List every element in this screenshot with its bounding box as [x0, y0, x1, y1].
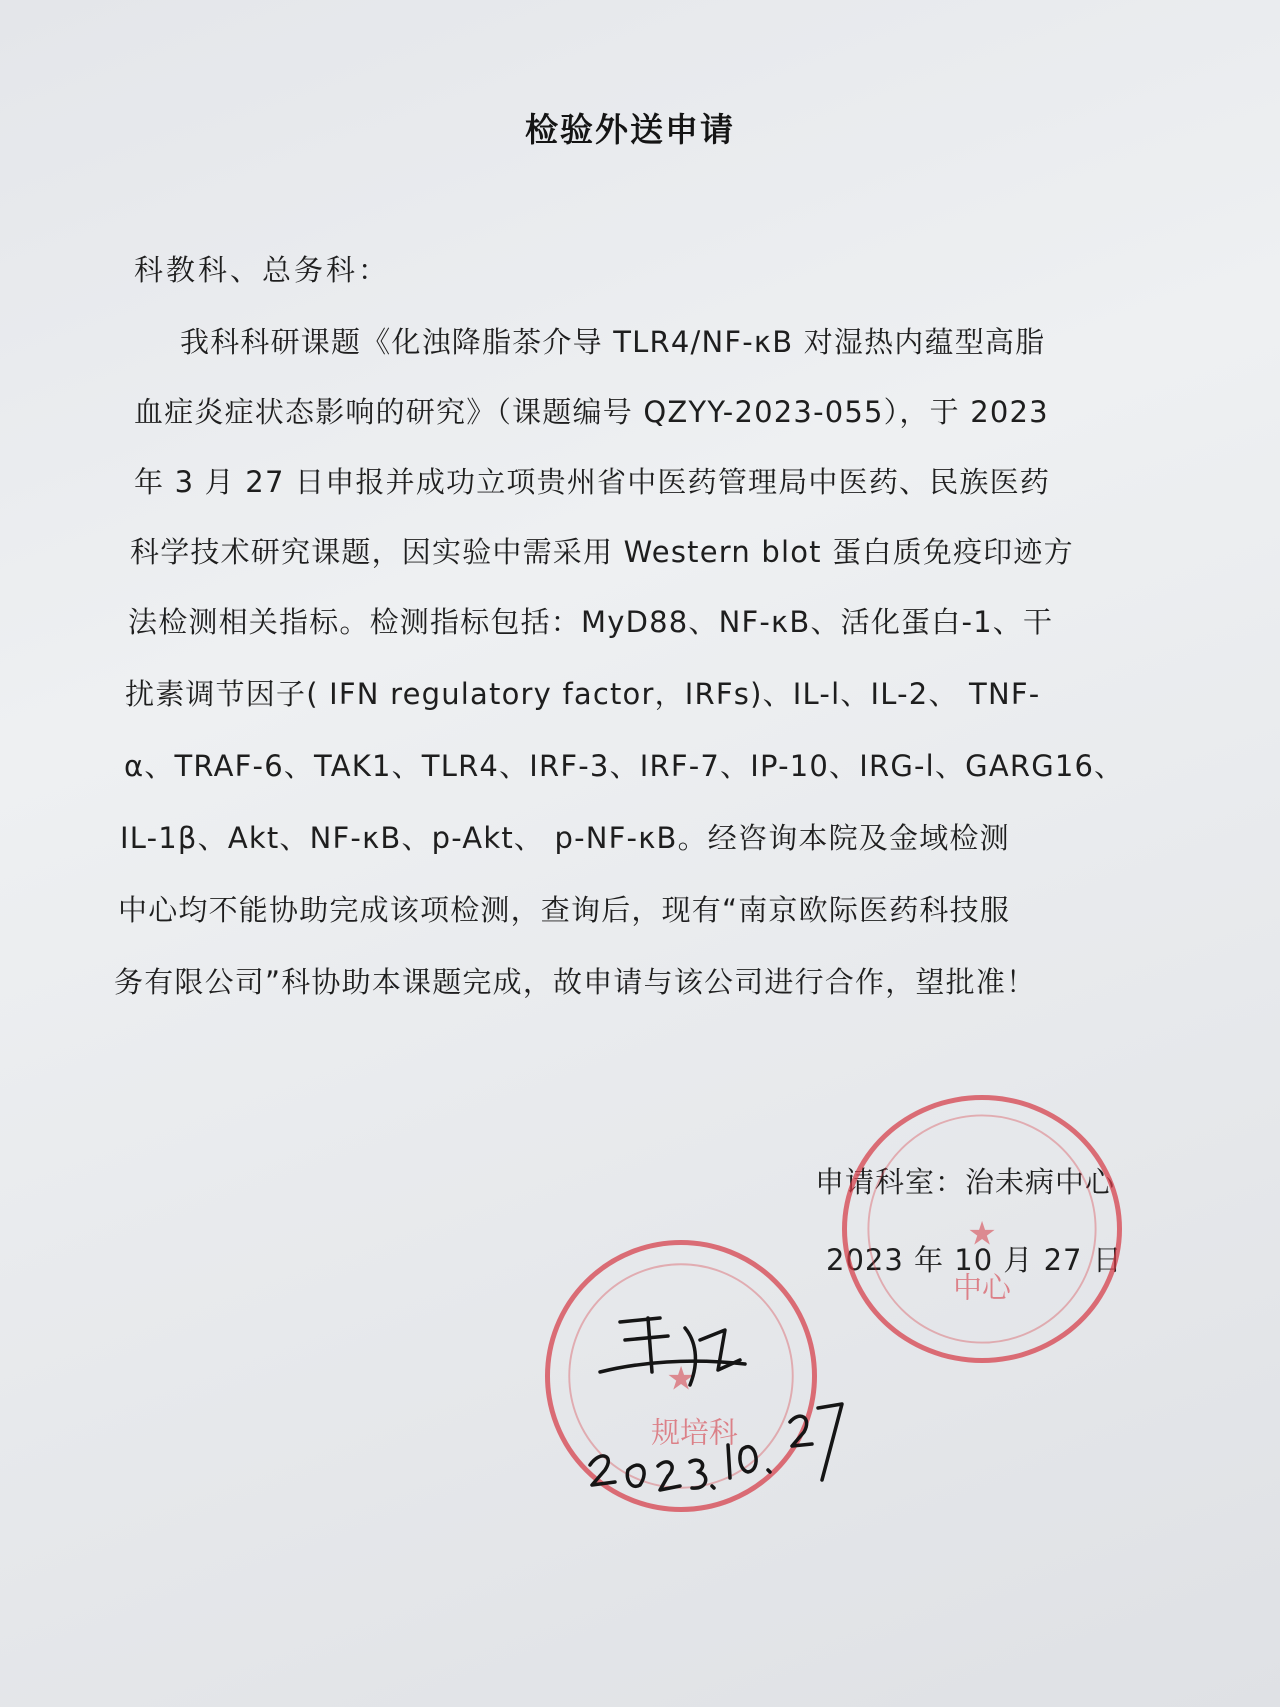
department-seal-stamp	[842, 1095, 1122, 1363]
svg-text:★: ★	[666, 1359, 696, 1398]
department-seal-graphic	[847, 1100, 1117, 1358]
body-line-6: 扰素调节因子( IFN regulatory factor，IRFs)、IL-l、IL-2、 TNF-	[125, 677, 1041, 711]
training-section-seal-stamp	[545, 1240, 817, 1512]
training-section-seal-graphic	[550, 1245, 812, 1507]
svg-text:规培科: 规培科	[651, 1415, 738, 1450]
body-line-4: 科学技术研究课题，因实验中需采用 Western blot 蛋白质免疫印迹方	[130, 535, 1074, 569]
svg-text:★: ★	[967, 1214, 997, 1253]
body-line-1: 我科科研课题《化浊降脂茶介导 TLR4/NF-κB 对湿热内蕴型高脂	[180, 325, 1046, 359]
body-line-8: IL-1β、Akt、NF-κB、p-Akt、 p-NF-κB。经咨询本院及金域检测	[120, 821, 1010, 855]
document-title: 检验外送申请	[525, 110, 735, 149]
body-line-10: 务有限公司”科协助本课题完成，故申请与该公司进行合作，望批准！	[114, 965, 1037, 999]
applicant-department: 申请科室：治未病中心	[815, 1165, 1116, 1199]
salutation: 科教科、总务科：	[134, 253, 391, 287]
body-line-5: 法检测相关指标。检测指标包括：MyD88、NF-κB、活化蛋白-1、干	[128, 605, 1054, 639]
body-line-2: 血症炎症状态影响的研究》（课题编号 QZYY-2023-055），于 2023	[134, 395, 1049, 429]
body-line-9: 中心均不能协助完成该项检测，查询后，现有“南京欧际医药科技服	[118, 893, 1011, 927]
svg-text:中心: 中心	[953, 1270, 1011, 1305]
application-date: 2023 年 10 月 27 日	[826, 1243, 1123, 1277]
body-line-3: 年 3 月 27 日申报并成功立项贵州省中医药管理局中医药、民族医药	[134, 465, 1051, 499]
body-line-7: α、TRAF-6、TAK1、TLR4、IRF-3、IRF-7、IP-10、IRG-l、GARG16、	[124, 749, 1125, 783]
